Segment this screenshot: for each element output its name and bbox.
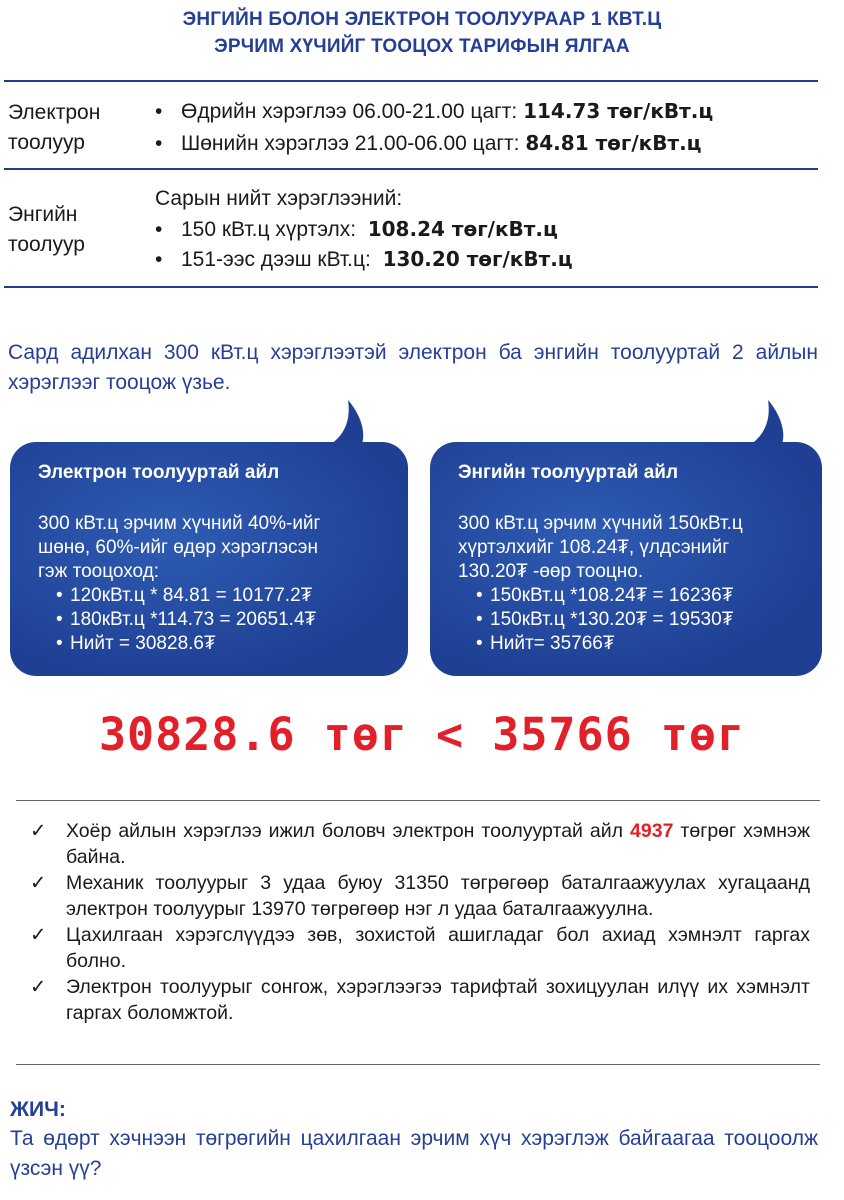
tariff-price: 114.73 төг/кВт.ц — [523, 99, 714, 123]
list-item: • 150кВт.ц *130.20₮ = 19530₮ — [476, 608, 743, 632]
electronic-meter-bubble — [10, 442, 408, 676]
checklist-item — [30, 818, 810, 870]
bubble-list — [476, 584, 743, 656]
label-line: Электрон — [8, 101, 101, 124]
label-line: тоолуур — [8, 233, 85, 256]
label-line: Энгийн — [8, 203, 78, 226]
check-icon: ✓ — [30, 819, 47, 842]
checklist-top-divider — [16, 800, 820, 801]
bubble-text: 300 кВт.ц эрчим хүчний 150кВт.ц — [458, 513, 743, 534]
intro-paragraph: Сард адилхан 300 кВт.ц хэрэглээтэй электрон ба энгийн тоолууртай 2 айлын хэрэглээг тооцож үзье. — [8, 341, 818, 394]
check-icon: ✓ — [30, 975, 47, 998]
bullet: • — [155, 248, 163, 271]
tariff-monthly-intro — [155, 184, 402, 214]
checklist-text: Механик тоолуурыг 3 удаа буюу 31350 төгрөгөөр баталгаажуулах хугацаанд электрон тоолуурыг 13970 төгрөгөөр нэг л удаа баталгаажуулна. — [66, 872, 810, 920]
bubble-body — [38, 512, 320, 656]
bullet: • — [155, 218, 163, 241]
bubble-text: хүртэлхийг 108.24₮, үлдсэнийг — [458, 537, 730, 558]
tariff-tier2-line — [155, 244, 573, 275]
tariff-text: Өдрийн хэрэглээ 06.00-21.00 цагт: — [181, 100, 518, 123]
tariff-text: Сарын нийт хэрэглээний: — [155, 187, 403, 210]
bubble-list — [56, 584, 320, 656]
standard-meter-bubble — [430, 442, 822, 676]
note-body: Та өдөрт хэчнээн төгрөгийн цахилгаан эрчим хүч хэрэглэж байгаагаа тооцоолж үзсэн үү? — [10, 1127, 818, 1180]
bullet: • — [155, 100, 163, 123]
checklist-item — [30, 974, 810, 1026]
bullet: • — [155, 132, 163, 155]
tariff-text: 151-ээс дээш кВт.ц: — [181, 248, 371, 271]
tariff-tier1-line — [155, 214, 558, 245]
check-icon: ✓ — [30, 923, 47, 946]
check-icon: ✓ — [30, 871, 47, 894]
list-item: • 120кВт.ц * 84.81 = 10177.2₮ — [56, 584, 320, 608]
list-item: • Нийт= 35766₮ — [476, 632, 743, 656]
standard-meter-label — [8, 200, 85, 260]
checklist-text: Хоёр айлын хэрэглээ ижил боловч электрон тоолууртай айл — [66, 820, 631, 842]
checklist — [30, 818, 810, 1026]
bubble-text: гэж тооцоход: — [38, 561, 160, 582]
note-title: ЖИЧ: — [10, 1098, 66, 1121]
tariff-text: 150 кВт.ц хүртэлх: — [181, 218, 357, 241]
bubble-text: 300 кВт.ц эрчим хүчний 40%-ийг — [38, 513, 321, 534]
checklist-text: Цахилгаан хэрэгслүүдээ зөв, зохистой ашигладаг бол ахиад хэмнэлт гаргах болно. — [66, 924, 810, 972]
savings-amount: 4937 — [630, 820, 674, 842]
bubble-text: шөнө, 60%-ийг өдөр хэрэглэсэн — [38, 537, 318, 558]
checklist-bottom-divider — [16, 1064, 820, 1065]
page-title — [0, 6, 844, 60]
bubble-title: Энгийн тоолууртай айл — [458, 462, 679, 483]
bubble-text: 130.20₮ -өөр тооцно. — [458, 561, 644, 582]
page-title-line2: ЭРЧИМ ХҮЧИЙГ ТООЦОХ ТАРИФЫН ЯЛГАА — [214, 36, 630, 57]
table-bottom-divider — [4, 286, 818, 288]
tariff-price: 84.81 төг/кВт.ц — [525, 131, 702, 155]
cost-comparison: 30828.6 төг < 35766 төг — [98, 708, 746, 761]
bubble-body — [458, 512, 743, 656]
table-middle-divider — [4, 168, 818, 170]
list-item: • 180кВт.ц *114.73 = 20651.4₮ — [56, 608, 320, 632]
page-title-line1: ЭНГИЙН БОЛОН ЭЛЕКТРОН ТООЛУУРААР 1 КВТ.Ц — [182, 9, 662, 30]
checklist-text: Электрон тоолуурыг сонгож, хэрэглээгээ тарифтай зохицуулан илүү их хэмнэлт гаргах боломжтой. — [66, 976, 810, 1024]
list-item: • 150кВт.ц *108.24₮ = 16236₮ — [476, 584, 743, 608]
tariff-text: Шөнийн хэрэглээ 21.00-06.00 цагт: — [181, 132, 520, 155]
checklist-item — [30, 870, 810, 922]
tariff-day-line — [155, 96, 713, 127]
tariff-price: 130.20 төг/кВт.ц — [382, 247, 573, 271]
bubble-title: Электрон тоолууртай айл — [38, 462, 280, 483]
label-line: тоолуур — [8, 131, 85, 154]
table-top-divider — [4, 80, 818, 82]
electronic-meter-label — [8, 98, 100, 158]
checklist-text: төгрөг хэмнэж байна. — [66, 820, 810, 868]
tariff-night-line — [155, 128, 702, 159]
checklist-item — [30, 922, 810, 974]
list-item: • Нийт = 30828.6₮ — [56, 632, 320, 656]
tariff-price: 108.24 төг/кВт.ц — [367, 217, 558, 241]
